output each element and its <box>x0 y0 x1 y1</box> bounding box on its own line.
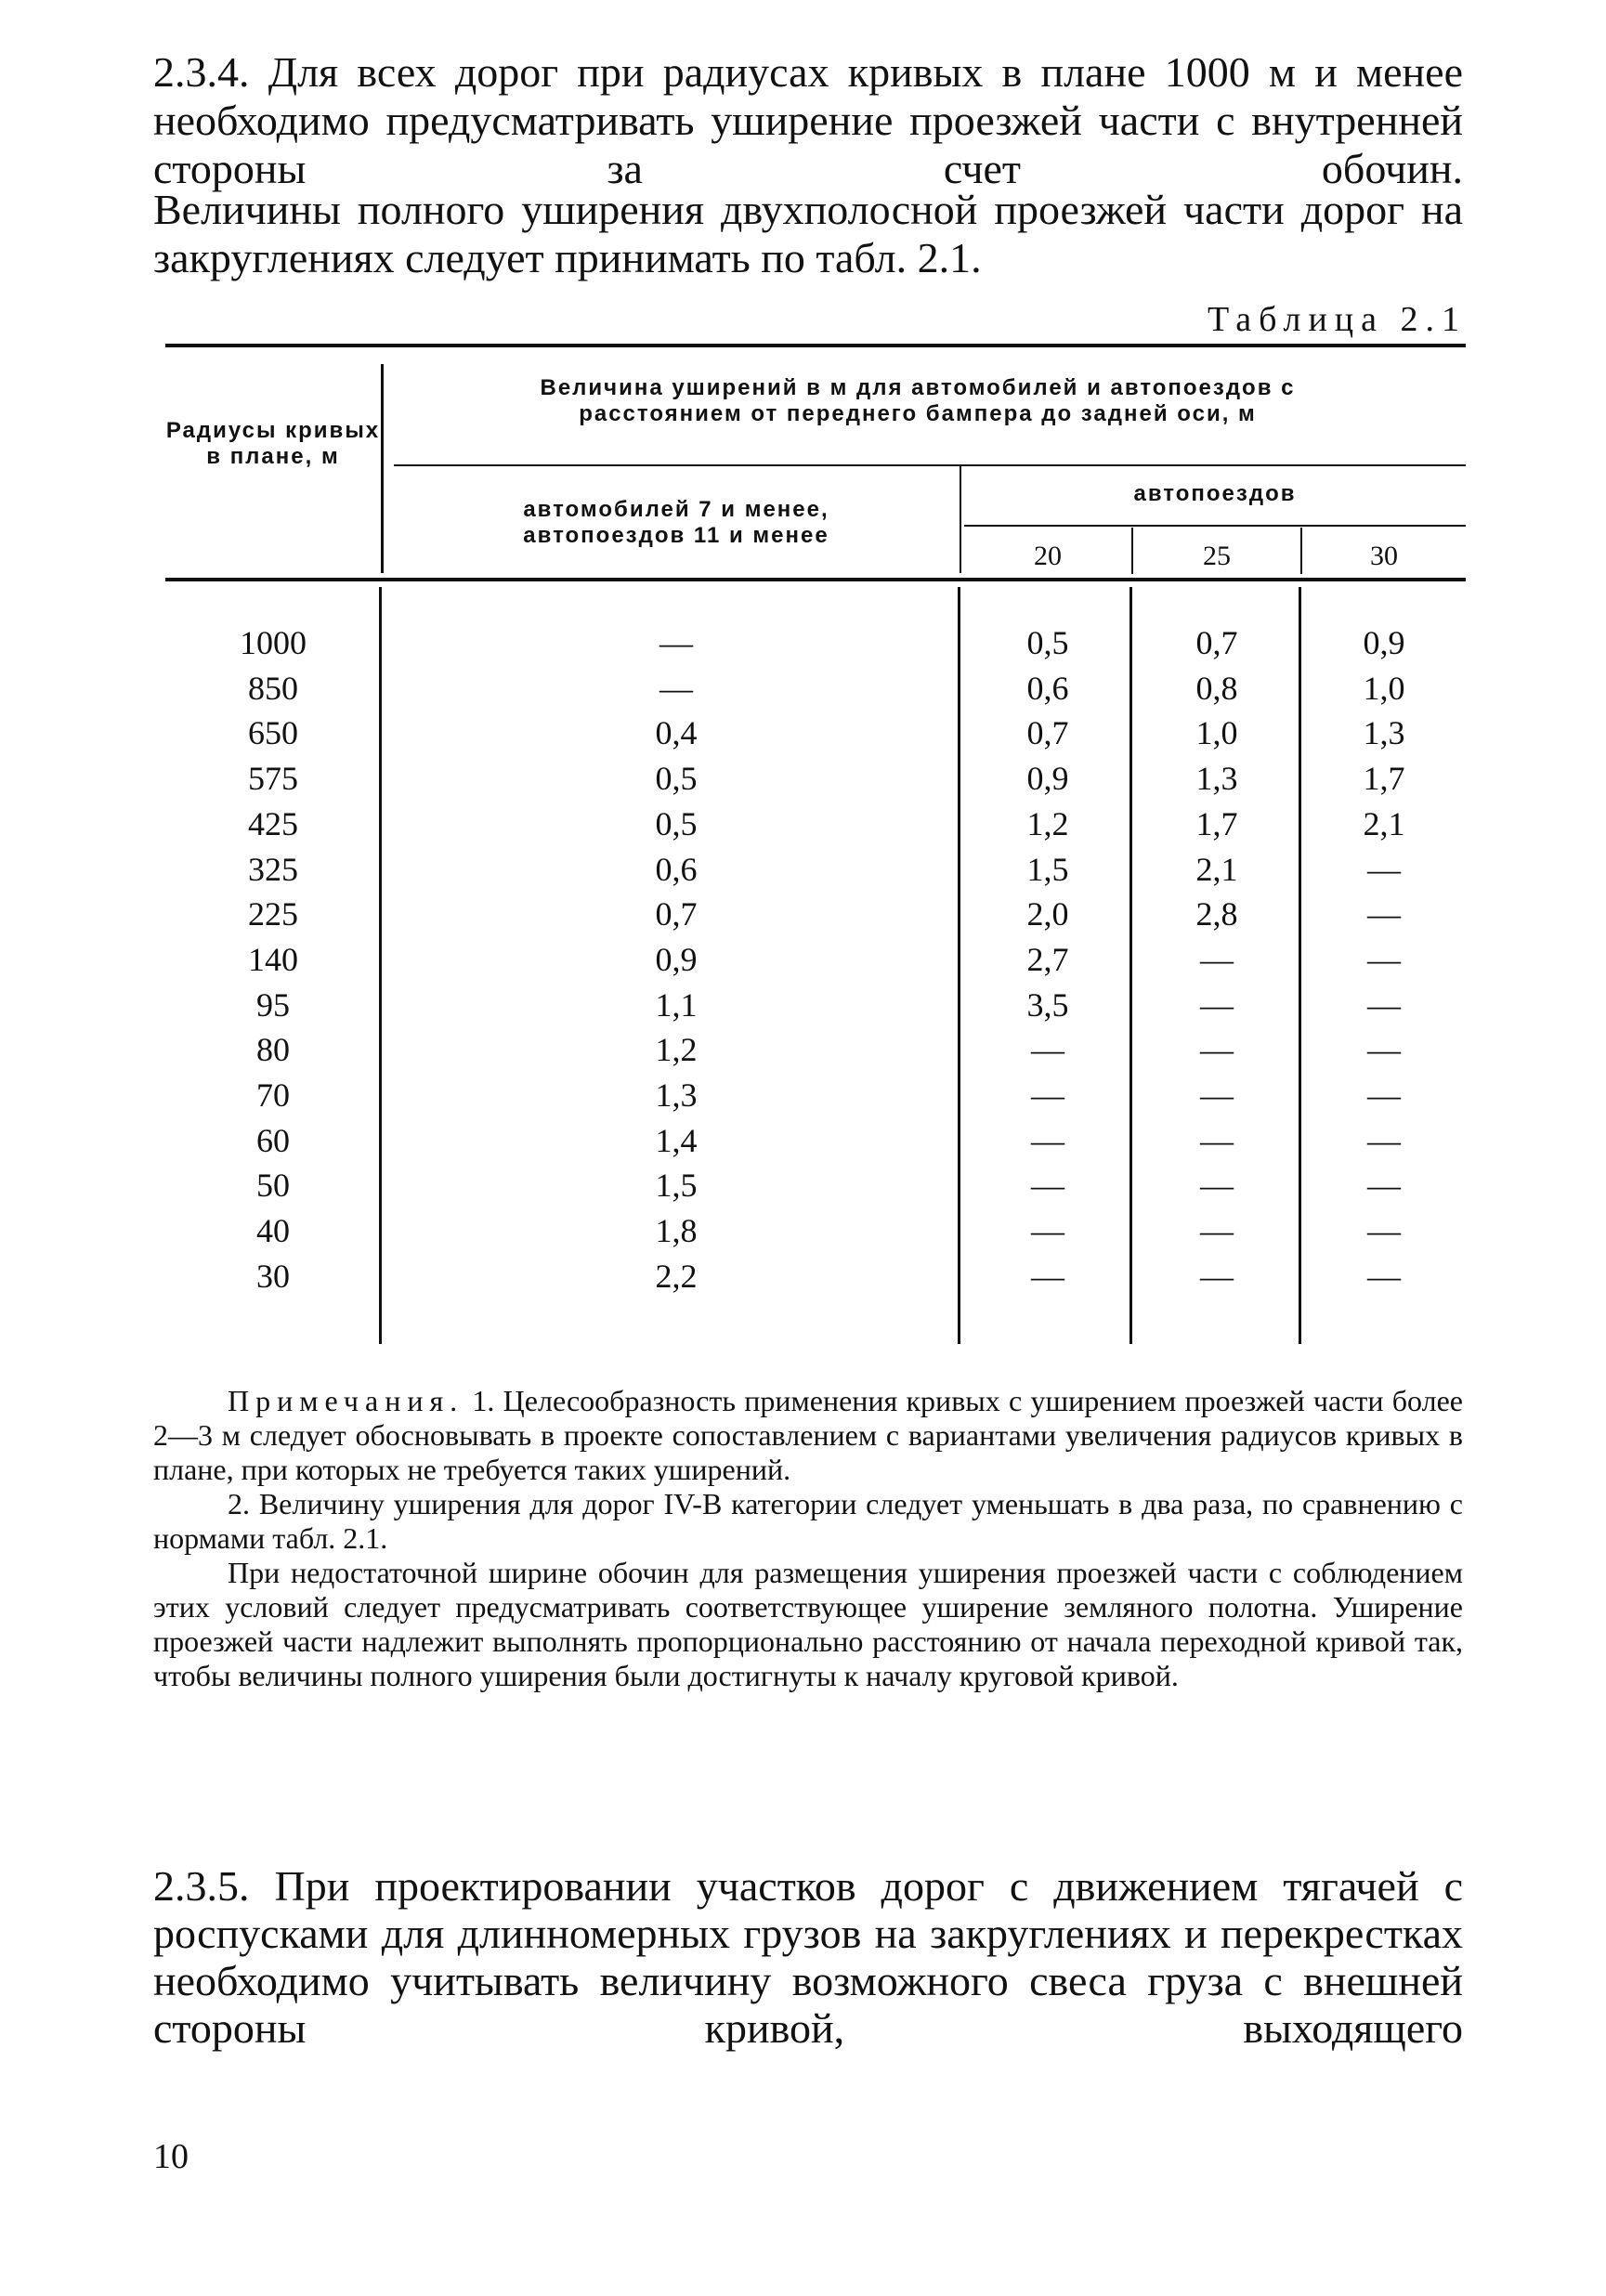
cell-trains-30: — <box>1367 1257 1401 1295</box>
header-25: 25 <box>1203 541 1231 571</box>
paragraph-2-3-4-continuation: Величины полного уширения двухполосной проезжей части дорог на закруглениях следует принимать по табл. 2.1. <box>153 186 1463 281</box>
cell-cars: 0,6 <box>655 850 698 888</box>
cell-trains-20: 2,0 <box>1026 895 1069 933</box>
cell-radius: 850 <box>248 669 298 707</box>
header-20: 20 <box>1034 541 1062 571</box>
cell-trains-30: 2,1 <box>1363 804 1405 842</box>
header-divider-cars <box>960 466 961 573</box>
cell-trains-25: 0,8 <box>1195 669 1238 707</box>
table-caption: Таблица 2.1 <box>1207 300 1467 339</box>
cell-radius: 425 <box>248 804 298 842</box>
cell-trains-25: 0,7 <box>1195 624 1238 661</box>
table-notes <box>153 1384 1463 1693</box>
paragraph-2-3-5: 2.3.5. При проектировании участков дорог с движением тягачей с роспусками для длинномерных грузов на закруглениях и перекрестках необходимо учитывать величину возможного свеса груза с внешней стороны кривой, выходящего <box>153 1862 1463 2052</box>
cell-trains-25: 2,8 <box>1195 895 1238 933</box>
table-top-rule <box>165 344 1466 347</box>
header-radius: Радиусы кривых в плане, м <box>165 418 381 469</box>
cell-cars: 1,5 <box>655 1167 698 1205</box>
header-trains: автопоездов <box>1133 481 1297 506</box>
cell-trains-20: — <box>1031 1212 1064 1250</box>
cell-trains-30: — <box>1367 1031 1401 1069</box>
cell-radius: 1000 <box>240 624 307 661</box>
cell-cars: 0,5 <box>655 804 698 842</box>
cell-radius: 40 <box>256 1212 290 1250</box>
cell-trains-25: — <box>1200 940 1234 978</box>
cell-radius: 70 <box>256 1076 290 1114</box>
trains-split-rule <box>964 525 1466 527</box>
note-1 <box>153 1384 1463 1487</box>
header-30: 30 <box>1370 541 1398 571</box>
cell-cars: 0,7 <box>655 895 698 933</box>
table-header-bottom-rule <box>165 578 1466 581</box>
cell-trains-25: — <box>1200 985 1234 1024</box>
cell-trains-25: — <box>1200 1121 1234 1159</box>
cell-trains-20: 0,7 <box>1026 714 1069 752</box>
cell-trains-20: 0,9 <box>1026 760 1069 798</box>
cell-trains-25: — <box>1200 1212 1234 1250</box>
page-number: 10 <box>153 2137 189 2176</box>
cell-trains-30: 1,7 <box>1363 760 1405 798</box>
cell-trains-25: 1,3 <box>1195 760 1238 798</box>
cell-radius: 140 <box>248 940 298 978</box>
cell-trains-20: 2,7 <box>1026 940 1069 978</box>
cell-trains-30: 1,3 <box>1363 714 1405 752</box>
cell-trains-20: 0,5 <box>1026 624 1069 661</box>
cell-trains-20: — <box>1031 1076 1064 1114</box>
cell-trains-25: — <box>1200 1167 1234 1205</box>
cell-cars: 0,9 <box>655 940 698 978</box>
cell-radius: 225 <box>248 895 298 933</box>
cell-radius: 650 <box>248 714 298 752</box>
cell-trains-20: — <box>1031 1257 1064 1295</box>
cell-trains-20: 3,5 <box>1026 985 1069 1024</box>
note-1-text: 1. Целесообразность применения кривых с уширением проезжей части более 2—3 м следует обосновывать в проекте сопоставлением с вариантами увеличения радиусов кривых в плане, при которых не требуется таких уширений. <box>153 1384 1464 1486</box>
header-divider-radius <box>381 364 384 573</box>
cell-cars: 1,2 <box>655 1031 698 1069</box>
cell-trains-30: — <box>1367 850 1401 888</box>
cell-radius: 575 <box>248 760 298 798</box>
cell-cars: — <box>659 669 693 707</box>
note-3: При недостаточной ширине обочин для размещения уширения проезжей части с соблюдением этих условий следует предусматривать соответствующее уширение земляного полотна. Уширение проезжей части надлежит выполнять пропорционально расстоянию от начала переходной кривой так, чтобы величины полного уширения были достигнуты к началу круговой кривой. <box>153 1556 1463 1692</box>
cell-trains-25: 1,7 <box>1195 804 1238 842</box>
cell-cars: — <box>659 624 693 661</box>
cell-trains-30: — <box>1367 1167 1401 1205</box>
header-main: Величина уширений в м для автомобилей и автопоездов с расстоянием от переднего бампера до задней оси, м <box>540 375 1296 426</box>
cell-trains-20: 1,2 <box>1026 804 1069 842</box>
notes-heading: Примечания. <box>228 1384 464 1417</box>
cell-trains-30: — <box>1367 895 1401 933</box>
cell-trains-20: — <box>1031 1121 1064 1159</box>
cell-trains-25: 2,1 <box>1195 850 1238 888</box>
cell-trains-30: — <box>1367 940 1401 978</box>
cell-trains-30: — <box>1367 1076 1401 1114</box>
cell-cars: 0,5 <box>655 760 698 798</box>
cell-cars: 1,8 <box>655 1212 698 1250</box>
cell-trains-30: 1,0 <box>1363 669 1405 707</box>
cell-cars: 2,2 <box>655 1257 698 1295</box>
cell-radius: 60 <box>256 1121 290 1159</box>
cell-radius: 325 <box>248 850 298 888</box>
cell-trains-20: — <box>1031 1167 1064 1205</box>
cell-radius: 50 <box>256 1167 290 1205</box>
cell-radius: 80 <box>256 1031 290 1069</box>
header-cars: автомобилей 7 и менее, автопоездов 11 и менее <box>523 497 829 548</box>
header-split-rule <box>394 464 1466 466</box>
cell-cars: 1,4 <box>655 1121 698 1159</box>
cell-trains-20: 1,5 <box>1026 850 1069 888</box>
cell-trains-20: 0,6 <box>1026 669 1069 707</box>
cell-trains-30: — <box>1367 1121 1401 1159</box>
cell-trains-25: — <box>1200 1257 1234 1295</box>
cell-trains-30: 0,9 <box>1363 624 1405 661</box>
paragraph-2-3-4: 2.3.4. Для всех дорог при радиусах кривых в плане 1000 м и менее необходимо предусматривать уширение проезжей части с внутренней стороны за счет обочин. <box>153 48 1463 192</box>
body-divider-cars <box>958 587 960 1344</box>
cell-trains-25: 1,0 <box>1195 714 1238 752</box>
cell-cars: 1,3 <box>655 1076 698 1114</box>
cell-trains-20: — <box>1031 1031 1064 1069</box>
cell-trains-25: — <box>1200 1031 1234 1069</box>
note-2: 2. Величину уширения для дорог IV-В категории следует уменьшать в два раза, по сравнению с нормами табл. 2.1. <box>153 1487 1463 1555</box>
cell-trains-25: — <box>1200 1076 1234 1114</box>
cell-radius: 95 <box>256 985 290 1024</box>
cell-cars: 1,1 <box>655 985 698 1024</box>
cell-radius: 30 <box>256 1257 290 1295</box>
cell-cars: 0,4 <box>655 714 698 752</box>
cell-trains-30: — <box>1367 1212 1401 1250</box>
cell-trains-30: — <box>1367 985 1401 1024</box>
widening-table <box>165 344 1466 1356</box>
